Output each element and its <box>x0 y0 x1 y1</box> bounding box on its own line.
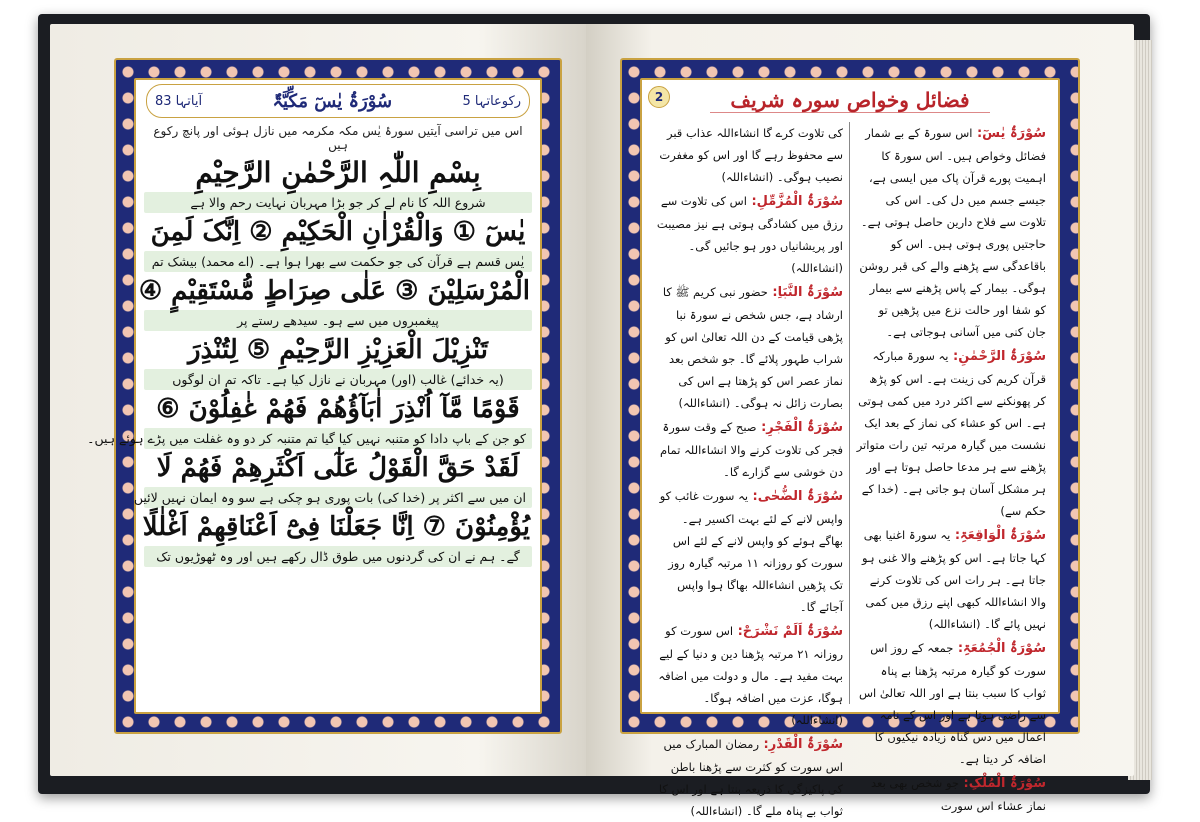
quran-lines <box>87 154 540 567</box>
entry-text: اس سورۃ کے بے شمار فضائل وخواص ہیں۔ اس سورۃ کا اہمیت پورے قرآن پاک میں ایسی ہے، جیسے جسم میں دل کی۔ اس کی تلاوت سے فلاح دارین حاصل ہوتی ہے۔ حاجتیں پوری ہوتی ہیں۔ اس کو باقاعدگی سے پڑھنے والے کی قبر روشن ہوگی۔ بیمار کے پاس پڑھنے سے بیمار کو شفا اور حالت نزع میں پڑھیں تو جان کنی میں آسانی ہوجاتی ہے۔ <box>859 126 1046 339</box>
translation-line: کو جن کے باپ دادا کو متنبہ نہیں کیا گیا تم متنبہ کر دو وہ غفلت میں پڑے ہوئے ہیں۔ <box>144 428 532 449</box>
entry-heading: سُوْرَۃُ الْقَدْرِ: <box>759 737 843 752</box>
arabic-verse-line: قَوْمًا مَّآ اُنْذِرَ اٰبَآؤُھُمْ فَھُمْ غٰفِلُوْنَ ⑥ <box>156 394 520 424</box>
translation-line: پیغمبروں میں سے ہو۔ سیدھے رستے پر <box>144 310 532 331</box>
right-ornamental-frame <box>620 58 1080 818</box>
arabic-verse-line: یُؤْمِنُوْنَ ⑦ اِنَّا جَعَلْنَا فِیْٓ اَعْنَاقِھِمْ اَغْلٰلًا <box>142 512 530 542</box>
translation-line: شروع اللہ کا نام لے کر جو بڑا مہربان نہایت رحم والا ہے <box>144 192 532 213</box>
entry-heading: سُوْرَۃُ اَلَمْ نَشْرَحْ: <box>733 624 843 639</box>
surah-info-line: اس میں تراسی آیتیں سورۂ یٰس مکہ مکرمہ میں نازل ہوئی اور پانچ رکوع ہیں <box>153 124 523 152</box>
entry-text: جو شخص بھی بعد نماز عشاء اس سورت <box>870 776 1046 813</box>
arabic-verse-line: لَقَدْ حَقَّ الْقَوْلُ عَلٰٓی اَکْثَرِھِمْ فَھُمْ لَا <box>156 453 520 483</box>
surah-header <box>146 84 530 118</box>
virtue-entry <box>856 772 1046 817</box>
entry-text: اس کی تلاوت سے رزق میں کشادگی ہوتی ہے نیز مصیبت اور پریشانیاں دور ہو جائیں گی۔ (انشاءاللہ) <box>656 194 843 275</box>
virtue-entry <box>654 416 843 483</box>
virtue-entry <box>856 122 1046 343</box>
entry-heading: سُوْرَۃُ الرَّحْمٰنِ: <box>948 349 1046 364</box>
arabic-verse-line: یٰسٓ ① وَالْقُرْاٰنِ الْحَکِیْمِ ② اِنَّکَ لَمِنَ <box>150 217 526 247</box>
text-columns <box>642 120 1058 818</box>
virtue-entry <box>654 122 843 188</box>
entry-text: یہ سورۃ مبارکہ قرآن کریم کی زینت ہے۔ اس کو پڑھ کر پھونکنے سے اکثر درد میں کمی ہوتی ہے۔ اس کو عشاء کی نماز کے بعد ایک نشست میں گیارہ مرتبہ تین رات متواتر پڑھنے سے ہر مدعا حاصل ہوتا ہے اور ہر مشکل آسان ہو جاتی ہے۔ (خدا کے حکم سے) <box>856 349 1046 518</box>
entry-heading: سُوْرَۃُ الْجُمُعَۃِ: <box>953 641 1046 656</box>
arabic-verse-line: تَنْزِیْلَ الْعَزِیْزِ الرَّحِیْمِ ⑤ لِتُنْذِرَ <box>187 335 488 365</box>
virtue-entry <box>654 733 843 822</box>
page-title: فضائل وخواص سورہ شریف <box>710 88 989 113</box>
entry-text: صبح کے وقت سورۃ فجر کی تلاوت کرنے والا انشاءاللہ تمام دن خوشی سے گزارے گا۔ <box>659 420 843 479</box>
entry-heading: سُوْرَۃُ الضُّحٰی: <box>748 489 843 504</box>
virtue-entry <box>654 281 843 414</box>
right-text-panel <box>640 78 1060 818</box>
entry-heading: سُوْرَۃُ الْفَجْرِ: <box>756 420 843 435</box>
entry-heading: سُوْرَۃُ الْوَاقِعَۃِ: <box>950 528 1046 543</box>
column-right <box>850 122 1052 813</box>
arabic-verse-line: بِسْمِ اللّٰہِ الرَّحْمٰنِ الرَّحِیْمِ <box>195 156 481 189</box>
entry-text: یہ سورۃ اغنیا بھی کہا جاتا ہے۔ اس کو پڑھنے والا غنی ہو جاتا ہے۔ ہر رات اس کی تلاوت کرنے والا انشاءاللہ کبھی اپنے رزق میں کمی نہیں پائے گا۔ (انشاءاللہ) <box>861 528 1046 631</box>
ayat-count: آیاتہا 83 <box>155 93 203 109</box>
translation-line: (یہ خدائے) غالب (اور) مہربان نے نازل کیا ہے۔ تاکہ تم ان لوگوں <box>144 369 532 390</box>
entry-text: اس سورت کو روزانہ ۲۱ مرتبہ پڑھنا دین و دنیا کے لیے بہت مفید ہے۔ مال و دولت میں اضافہ ہوگا، عزت میں اضافہ ہوگا۔ (انشاءاللہ) <box>658 624 843 727</box>
entry-text: جمعہ کے روز اس سورت کو گیارہ مرتبہ پڑھنا بے پناہ ثواب کا سبب بنتا ہے اور اللہ تعالیٰ اس سے راضی ہوتا ہے اور اس کے نامہ اعمال میں دس گناہ زیادہ نیکیوں کا اضافہ کر دیتا ہے۔ <box>858 641 1046 766</box>
left-ornamental-frame <box>87 58 562 734</box>
translation-line: ان میں سے اکثر پر (خدا کی) بات پوری ہو چکی ہے سو وہ ایمان نہیں لائیں <box>144 487 532 508</box>
virtue-entry <box>654 485 843 618</box>
translation-line: گے۔ ہم نے ان کی گردنوں میں طوق ڈال رکھے ہیں اور وہ ٹھوڑیوں تک <box>144 546 532 567</box>
virtue-entry <box>654 190 843 279</box>
arabic-verse-line: الْمُرْسَلِیْنَ ③ عَلٰی صِرَاطٍ مُّسْتَقِیْمٍ ④ <box>138 276 530 306</box>
virtue-entry <box>856 345 1046 522</box>
right-title-row <box>642 80 1058 120</box>
surah-title: سُوْرَۃُ یٰسٓ مَکِّیَّۃٌ <box>272 90 393 112</box>
virtue-entry <box>856 524 1046 635</box>
entry-heading: سُوْرَۃُ یٰسٓ: <box>972 126 1046 141</box>
entry-heading: سُوْرَۃُ الْمُزَّمِّلِ: <box>746 194 843 209</box>
entry-text: حضور نبی کریم ﷺ کا ارشاد ہے، جس شخص نے سورۃ نبا پڑھی قیامت کے دن اللہ تعالیٰ اس کو شراب طہور پلائے گا۔ جو شخص بعد نماز عصر اس کو پڑھتا ہے اس کی بصارت زائل نہ ہوگی۔ (انشاءاللہ) <box>662 285 843 410</box>
virtue-entry <box>856 637 1046 770</box>
column-left <box>648 122 850 818</box>
page-number-badge: 2 <box>648 86 670 108</box>
ruku-count: رکوعاتہا 5 <box>462 93 521 109</box>
left-text-panel <box>87 78 542 714</box>
virtue-entry <box>654 620 843 731</box>
entry-text: یہ سورت غائب کو واپس لانے کے لئے بہت اکسیر ہے۔ بھاگے ہوئے کو واپس لانے کے لئے اس سورت کو روزانہ ۱۱ مرتبہ گیارہ روز تک پڑھیں انشاءاللہ بھاگا ہوا واپس آجائے گا۔ <box>659 489 843 614</box>
entry-heading: سُوْرَۃُ الْمُلْکِ: <box>959 776 1046 791</box>
entry-heading: سُوْرَۃُ النَّبَاِ: <box>767 285 843 300</box>
translation-line: یٰس قسم ہے قرآن کی جو حکمت سے بھرا ہوا ہے۔ (اے محمد) بیشک تم <box>144 251 532 272</box>
entry-text: کی تلاوت کرے گا انشاءاللہ عذاب قبر سے محفوظ رہے گا اور اس کو مغفرت نصیب ہوگی۔ (انشاءاللہ) <box>659 126 843 184</box>
entry-text: رمضان المبارک میں اس سورت کو کثرت سے پڑھنا باطن کی پاکیزگی کا ذریعہ بنتا ہے اور اس کا ثواب بے پناہ ملے گا۔ (انشاءاللہ) <box>658 737 843 818</box>
